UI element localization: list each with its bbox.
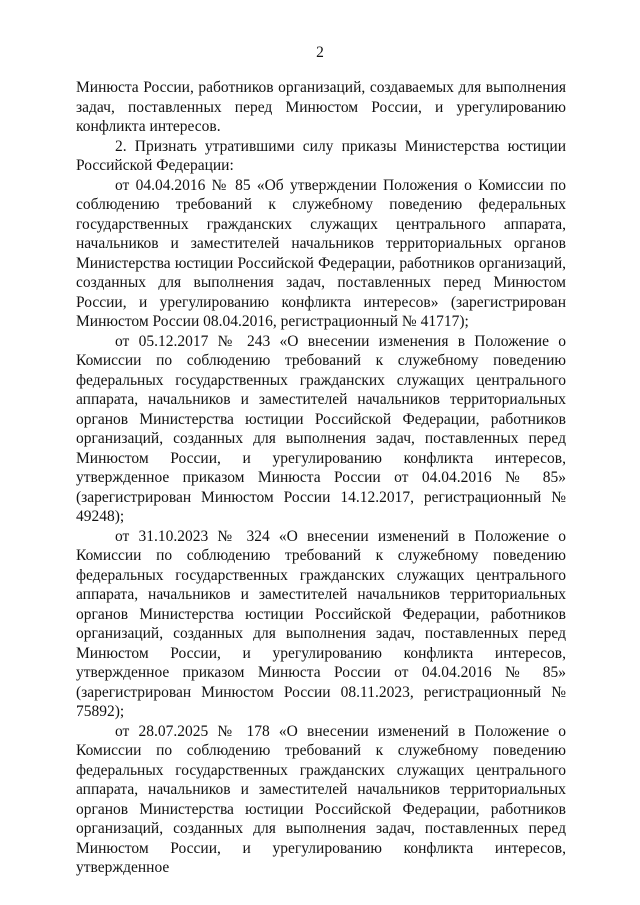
paragraph-order-2016-85: от 04.04.2016 № 85 «Об утверждении Положения о Комиссии по соблюдению требований к служебному поведению федеральных государственных гражданских служащих центрального аппарата, начальников и заместителей начальников территориальных органов Министерства юстиции Российской Федерации, работников организаций, созданных для выполнения задач, поставленных перед Минюстом России, и урегулированию конфликта интересов» (зарегистрирован Минюстом России 08.04.2016, регистрационный № 41717); bbox=[76, 176, 566, 330]
document-body bbox=[76, 78, 566, 878]
paragraph-order-2017-243: от 05.12.2017 № 243 «О внесении изменения в Положение о Комиссии по соблюдению требований к служебному поведению федеральных государственных гражданских служащих центрального аппарата, начальников и заместителей начальников территориальных органов Министерства юстиции Российской Федерации, работников организаций, созданных для выполнения задач, поставленных перед Минюстом России, и урегулированию конфликта интересов, утвержденное приказом Минюста России от 04.04.2016 № 85» (зарегистрирован Минюстом России 14.12.2017, регистрационный № 49248); bbox=[76, 332, 566, 525]
paragraph-continuation: Минюста России, работников организаций, создаваемых для выполнения задач, поставленных перед Минюстом России, и урегулированию конфликта интересов. bbox=[76, 79, 566, 135]
paragraph-item-2: 2. Признать утратившими силу приказы Министерства юстиции Российской Федерации: bbox=[76, 137, 566, 174]
page-number: 2 bbox=[316, 44, 324, 61]
paragraph-order-2025-178: от 28.07.2025 № 178 «О внесении изменений в Положение о Комиссии по соблюдению требований к служебному поведению федеральных государственных гражданских служащих центрального аппарата, начальников и заместителей начальников территориальных органов Министерства юстиции Российской Федерации, работников организаций, созданных для выполнения задач, поставленных перед Минюстом России, и урегулированию конфликта интересов, утвержденное bbox=[76, 722, 566, 876]
paragraph-order-2023-324: от 31.10.2023 № 324 «О внесении изменений в Положение о Комиссии по соблюдению требований к служебному поведению федеральных государственных гражданских служащих центрального аппарата, начальников и заместителей начальников территориальных органов Министерства юстиции Российской Федерации, работников организаций, созданных для выполнения задач, поставленных перед Минюстом России, и урегулированию конфликта интересов, утвержденное приказом Минюста России от 04.04.2016 № 85» (зарегистрирован Минюстом России 08.11.2023, регистрационный № 75892); bbox=[76, 527, 566, 720]
